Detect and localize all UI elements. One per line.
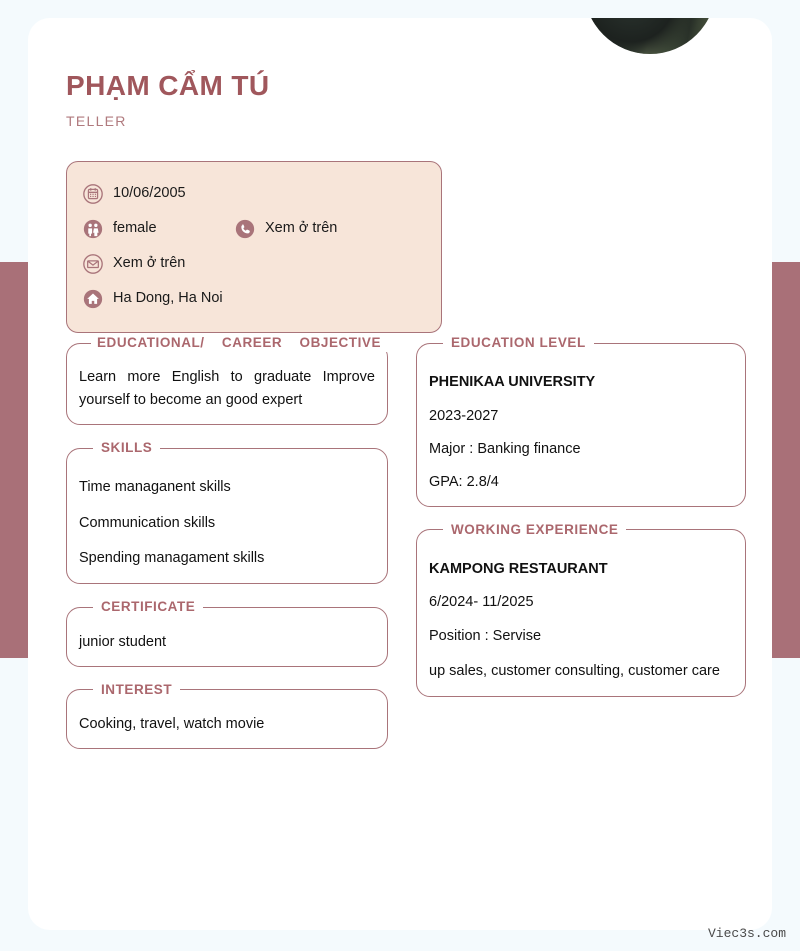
phone-value: Xem ở trên	[265, 219, 338, 236]
contact-birthday	[83, 184, 235, 204]
contact-address	[83, 289, 235, 309]
section-working-experience	[416, 521, 746, 697]
career-objective-text: Learn more English to graduate Improve yourself to become an good expert	[79, 369, 375, 409]
contact-info-box	[66, 161, 442, 333]
contact-email	[83, 254, 235, 274]
legend-part-educational: EDUCATIONAL/	[97, 335, 205, 350]
contact-phone	[235, 219, 337, 239]
education-major: Major : Banking finance	[429, 441, 581, 457]
list-item: Time managanent skills	[79, 479, 231, 496]
section-skills	[66, 439, 388, 584]
left-column	[66, 334, 388, 763]
contact-row-email	[83, 246, 425, 281]
contact-gender	[83, 219, 235, 239]
experience-company: KAMPONG RESTAURANT	[429, 561, 608, 577]
avatar-photo	[584, 18, 716, 54]
calendar-icon	[83, 184, 103, 204]
section-legend-skills: SKILLS	[101, 440, 153, 456]
experience-duties: up sales, customer consulting, customer care	[429, 663, 720, 680]
section-certificate	[66, 598, 388, 666]
education-gpa: GPA: 2.8/4	[429, 474, 499, 491]
legend-part-career: CAREER	[221, 335, 283, 350]
right-column	[416, 334, 746, 711]
list-item: Communication skills	[79, 514, 216, 531]
home-icon	[83, 289, 103, 309]
job-title: TELLER	[66, 113, 127, 129]
section-legend-education-level: EDUCATION LEVEL	[451, 335, 586, 350]
envelope-icon	[83, 254, 103, 274]
section-legend-working-experience: WORKING EXPERIENCE	[451, 521, 619, 537]
experience-entry	[429, 553, 733, 682]
certificate-text: junior student	[79, 633, 167, 650]
phone-icon	[235, 219, 255, 239]
education-entry	[429, 366, 733, 492]
legend-part-objective: OBJECTIVE	[299, 335, 381, 350]
section-interest	[66, 681, 388, 749]
section-legend-career-objective	[91, 334, 387, 352]
list-item: Spending managament skills	[79, 550, 265, 567]
address-value: Ha Dong, Ha Noi	[113, 289, 223, 306]
birthday-value: 10/06/2005	[113, 184, 186, 201]
avatar	[584, 18, 716, 54]
site-watermark: Viec3s.com	[707, 926, 786, 941]
experience-period: 6/2024- 11/2025	[429, 594, 534, 611]
contact-row-address	[83, 281, 425, 316]
education-school: PHENIKAA UNIVERSITY	[429, 374, 596, 391]
education-years: 2023-2027	[429, 407, 499, 424]
page-title: PHẠM CẨM TÚ	[66, 70, 270, 101]
contact-row-birthday	[83, 176, 425, 211]
contact-row-gender-phone	[83, 211, 425, 246]
section-legend-interest: INTEREST	[101, 681, 173, 697]
cv-paper	[28, 18, 772, 930]
section-career-objective	[66, 334, 388, 425]
gender-icon	[83, 219, 103, 239]
section-legend-certificate: CERTIFICATE	[101, 599, 196, 615]
experience-position: Position : Servise	[429, 627, 542, 644]
interest-text: Cooking, travel, watch movie	[79, 715, 265, 732]
gender-value: female	[113, 219, 157, 236]
cv-header	[66, 68, 270, 130]
section-education-level	[416, 334, 746, 507]
right-accent-band	[768, 262, 800, 658]
skills-list	[79, 471, 375, 567]
email-value: Xem ở trên	[113, 254, 186, 271]
